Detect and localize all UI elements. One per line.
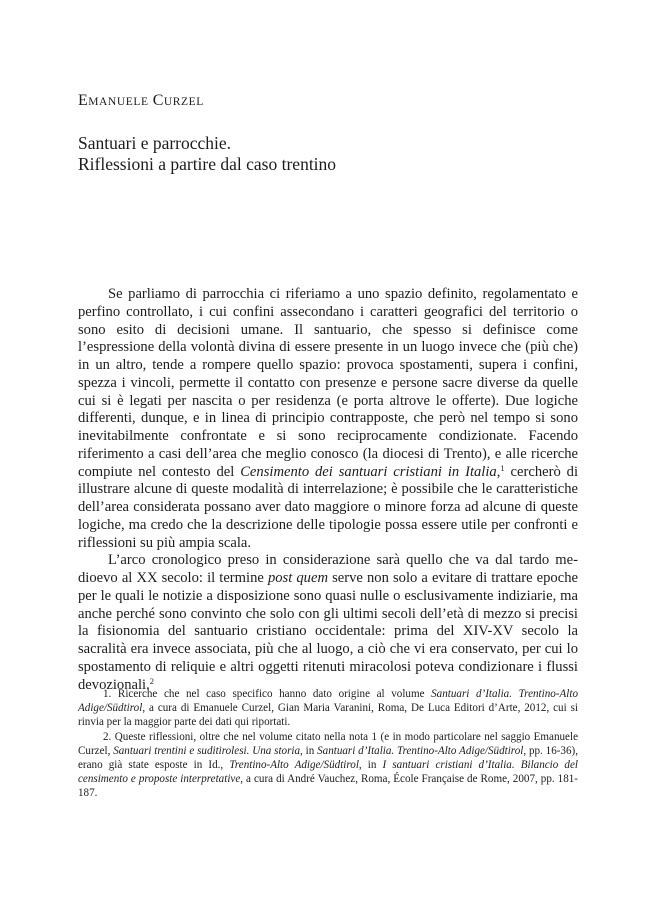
paragraph-1-italic-title: Censimento dei santuari cristiani in Italia bbox=[240, 463, 497, 480]
body-text bbox=[78, 286, 578, 694]
title-line-2: Riflessioni a partire dal caso trentino bbox=[78, 154, 337, 174]
footnote-1-text-a: 1. Ricerche che nel caso specifico hanno dato origine al volume bbox=[103, 688, 432, 700]
title-line-1: Santuari e parrocchie. bbox=[78, 133, 232, 153]
paragraph-2 bbox=[78, 552, 578, 694]
paragraph-1-text-b: cercherò di illustrare alcune di queste modalità di interrelazione; è possibile che le caratteristiche dell’area considerata possano aver dato maggiore o minore forza ad alcune di queste logiche, ma credo che la descrizione delle tipologie possa essere utile per confronti e riflessioni su più ampia scala. bbox=[78, 463, 578, 551]
paragraph-1-text-a: Se parliamo di parrocchia ci riferiamo a uno spazio definito, regolamentato e perfino controllato, i cui confini assecondano i caratteri geografici del territorio o sono esito di decisioni umane. Il santuario, che spesso si definisce come l’espressione della volontà divina di essere presente in un luogo invece che (più che) in un altro, tende a rompere quello spazio: provoca spostamenti, supera i confini, spezza i vincoli, permette il contatto con presenze e persone sacre diverse da quelle cui si è legati per nascita o per residenza (e porta altrove le offerte). Due logiche differenti, dunque, e in linea di principio contrapposte, che però nel tempo si sono inevitabilmente confrontate e si sono reciprocamente condizionate. Facendo riferimento a casi dell’area che meglio conosco (la diocesi di Trento), e alle ricerche compiute nel contesto del bbox=[78, 286, 578, 480]
author-last-rest: URZEL bbox=[163, 96, 204, 108]
footnote-2-italic-4: I santuari cristiani d’Italia. Bilancio del censimento e proposte interpretative bbox=[78, 759, 578, 786]
footnote-2-text-c: , pp. 16-36), erano già state esposte in Id., bbox=[78, 744, 578, 772]
paragraph-1 bbox=[78, 286, 578, 552]
footnote-1-italic-1: Santuari d’Italia. Trentino-Alto Adige/Südtirol bbox=[78, 688, 578, 715]
article-title bbox=[78, 133, 578, 175]
paragraph-2-italic-term: post quem bbox=[267, 570, 328, 586]
paragraph-1-comma: , bbox=[496, 463, 501, 480]
footnote-2-text-d: , in bbox=[358, 759, 383, 772]
footnote-ref-1: 1 bbox=[500, 462, 505, 473]
author-name bbox=[78, 92, 204, 110]
footnote-1-text-b: , a cura di Emanuele Curzel, Gian Maria Varanini, Roma, De Luca Editori d’Arte, 2012, cui si rinvia per la maggior parte dei dati qui riportati. bbox=[78, 702, 578, 729]
footnote-2-text-b: , in bbox=[300, 744, 318, 757]
footnote-ref-2: 2 bbox=[149, 675, 154, 686]
author-last-initial: C bbox=[152, 92, 164, 109]
author-first-initial: E bbox=[78, 92, 89, 109]
footnote-2-italic-1: Santuari trentini e suditirolesi. Una storia bbox=[113, 744, 301, 757]
paragraph-2-text-b: serve non solo a evitare di trattare epoche per le quali le notizie a disposizione sono quasi nulle o esclusivamente indiziarie, ma anche perché sono convinto che solo con gli ultimi secoli dell’età di mezzo si precisi la fisionomia del santuario cristiano occidentale: prima del XIV-XV secolo la sacralità era invece associata, più che al luogo, a ciò che vi era conservato, per cui lo spostamento di reliquie e altri oggetti ritenuti miracolosi poteva condizionare i flussi devozionali. bbox=[78, 570, 578, 693]
footnotes bbox=[78, 687, 578, 801]
footnote-2-text-e: , a cura di André Vauchez, Roma, École Française de Rome, 2007, pp. 181-187. bbox=[78, 773, 578, 800]
footnote-1 bbox=[78, 687, 578, 730]
footnote-2-italic-2: Santuari d’Italia. Trentino-Alto Adige/Südtirol bbox=[317, 744, 524, 757]
author-first-rest: MANUELE bbox=[88, 96, 149, 108]
paragraph-2-text-a: L’arco cronologico preso in considerazione sarà quello che va dal tardo medioevo al XX secolo: il termine bbox=[78, 552, 578, 586]
footnote-2-italic-3: Trentino-Alto Adige/Südtirol bbox=[229, 759, 359, 772]
footnote-2 bbox=[78, 730, 578, 801]
footnote-2-text-a: 2. Queste riflessioni, oltre che nel volume citato nella nota 1 (e in modo particolare nel saggio Emanuele Curzel, bbox=[78, 730, 578, 757]
